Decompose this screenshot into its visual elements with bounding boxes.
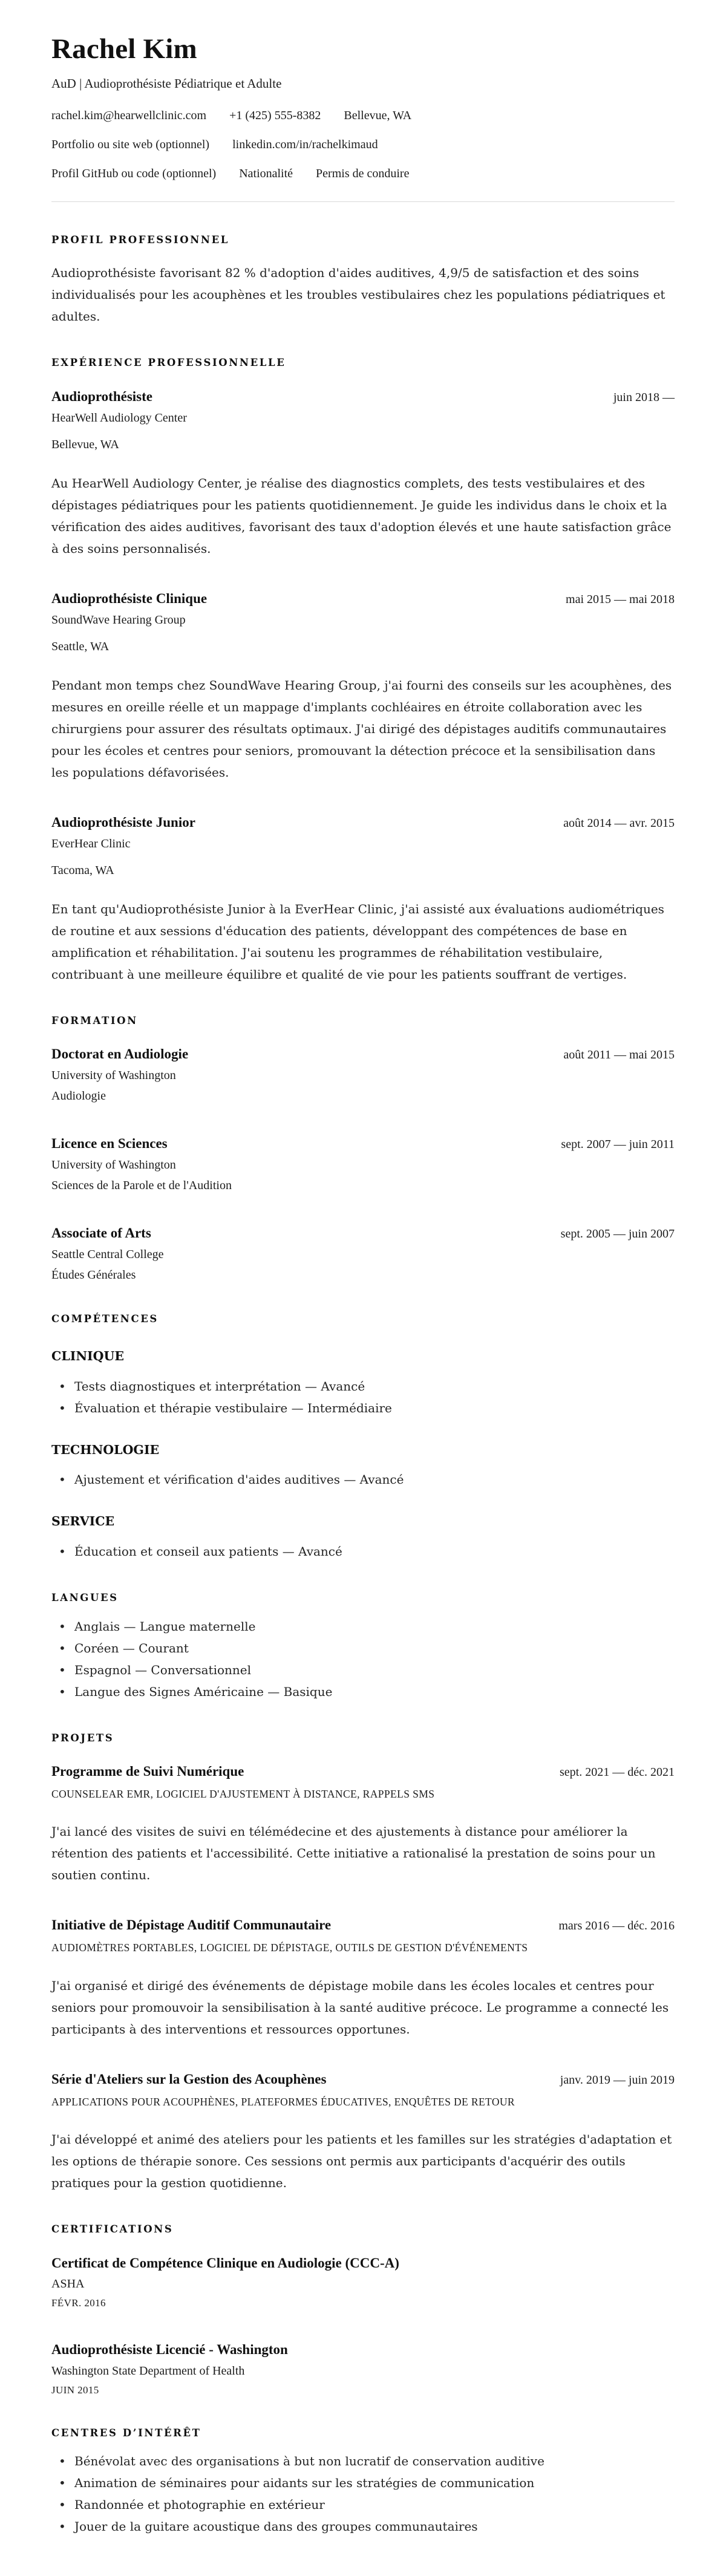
certification-entry <box>51 2341 675 2398</box>
job-description: Pendant mon temps chez SoundWave Hearing Group, j'ai fourni des conseils sur les acouphènes, des mesures en oreille réelle et un mappage d'implants cochléaires en étroite collaboration avec les chirurgiens pour assurer des résultats optimaux. J'ai dirigé des dépistages auditifs communautaires pour les écoles et centres pour seniors, promouvant la détection précoce et la sensibilisation dans les populations défavorisées. <box>51 677 672 780</box>
education-entry <box>51 1045 675 1104</box>
section-competences <box>51 1312 675 1562</box>
section-heading-projets: PROJETS <box>51 1732 114 1744</box>
job-description: En tant qu'Audioprothésiste Junior à la EverHear Clinic, j'ai assisté aux évaluations audiométriques de routine et aux sessions d'éducation des patients, développant des compétences de base en amplification et réhabilitation. J'ai soutenu les programmes de réhabilitation vestibulaire, contribuant à une meilleure équilibre et qualité de vie pour les patients souffrant de vertiges. <box>51 901 664 982</box>
contact-row-1 <box>51 107 675 124</box>
contact-phone: +1 (425) 555-8382 <box>229 109 321 123</box>
job-entry-head <box>51 590 675 608</box>
project-name: Série d'Ateliers sur la Gestion des Acouphènes <box>51 2071 327 2087</box>
education-entry-head <box>51 1224 675 1242</box>
header-divider <box>51 201 675 202</box>
interest-list <box>51 2450 675 2537</box>
job-entry-head <box>51 388 675 406</box>
education-field: Sciences de la Parole et de l'Audition <box>51 1178 232 1192</box>
section-langues <box>51 1591 675 1702</box>
section-heading-competences: COMPÉTENCES <box>51 1312 159 1325</box>
skill-item: • Éducation et conseil aux patients — Avancé <box>51 1541 675 1562</box>
project-tools: APPLICATIONS POUR ACOUPHÈNES, PLATEFORMES ÉDUCATIVES, ENQUÊTES DE RETOUR <box>51 2095 515 2108</box>
project-dates: sept. 2021 — déc. 2021 <box>560 1765 675 1779</box>
section-heading-formation: FORMATION <box>51 1014 138 1026</box>
education-entry-head <box>51 1135 675 1153</box>
education-dates: sept. 2007 — juin 2011 <box>561 1137 675 1151</box>
skill-list-clinique <box>51 1375 675 1419</box>
education-degree: Licence en Sciences <box>51 1135 168 1151</box>
job-location: Bellevue, WA <box>51 437 119 451</box>
contact-license-label: Permis de conduire <box>316 167 410 181</box>
education-field: Études Générales <box>51 1268 136 1282</box>
certification-issuer: Washington State Department of Health <box>51 2364 245 2378</box>
interest-item: • Jouer de la guitare acoustique dans des groupes communautaires <box>51 2516 675 2537</box>
project-dates: mars 2016 — déc. 2016 <box>558 1919 675 1933</box>
education-entry <box>51 1224 675 1283</box>
skill-item: • Tests diagnostiques et interprétation — Avancé <box>51 1375 675 1397</box>
section-heading-interets: CENTRES D’INTÉRÊT <box>51 2427 201 2439</box>
project-name: Initiative de Dépistage Auditif Communautaire <box>51 1917 332 1933</box>
project-tools: COUNSELEAR EMR, LOGICIEL D'AJUSTEMENT À DISTANCE, RAPPELS SMS <box>51 1787 435 1800</box>
job-description: Au HearWell Audiology Center, je réalise des diagnostics complets, des tests vestibulaires et des dépistages pédiatriques pour les patients quotidiennement. Je guide les individus dans le choix et la vérification des aides auditives, favorisant des taux d'adoption élevés et une haute satisfaction grâce à des soins personnalisés. <box>51 475 672 556</box>
job-title: Audioprothésiste <box>51 388 152 404</box>
contact-row-3 <box>51 165 675 182</box>
education-degree: Doctorat en Audiologie <box>51 1046 189 1062</box>
certification-date: JUIN 2015 <box>51 2384 99 2396</box>
person-title: AuD | Audioprothésiste Pédiatrique et Adulte <box>51 76 282 91</box>
project-description: J'ai organisé et dirigé des événements de dépistage mobile dans les écoles locales et centres pour seniors pour promouvoir la sensibilisation à la santé auditive précoce. Le programme a connecté les participants à des interventions et ressources opportunes. <box>51 1978 669 2036</box>
certification-name: Audioprothésiste Licencié - Washington <box>51 2342 288 2358</box>
interest-item: • Randonnée et photographie en extérieur <box>51 2494 675 2516</box>
language-item: • Anglais — Langue maternelle <box>51 1616 675 1637</box>
certification-issuer: ASHA <box>51 2277 85 2291</box>
job-entry-head <box>51 814 675 832</box>
skill-list-service <box>51 1541 675 1562</box>
education-school: University of Washington <box>51 1068 176 1082</box>
resume-header <box>51 33 675 182</box>
interest-item: • Bénévolat avec des organisations à but non lucratif de conservation auditive <box>51 2450 675 2472</box>
project-entry-head <box>51 1762 675 1781</box>
contact-nationality-label: Nationalité <box>239 167 293 181</box>
person-name: Rachel Kim <box>51 33 197 65</box>
skill-list-technologie <box>51 1469 675 1490</box>
section-heading-experience: EXPÉRIENCE PROFESSIONNELLE <box>51 357 286 369</box>
language-item: • Espagnol — Conversationnel <box>51 1659 675 1681</box>
job-dates: juin 2018 — <box>613 390 675 404</box>
section-experience <box>51 356 675 985</box>
skill-group-service: SERVICE <box>51 1514 115 1529</box>
skill-group-clinique: CLINIQUE <box>51 1349 125 1364</box>
certification-name: Certificat de Compétence Clinique en Audiologie (CCC-A) <box>51 2255 399 2271</box>
job-location: Tacoma, WA <box>51 863 114 877</box>
job-entry <box>51 590 675 783</box>
project-entry-head <box>51 2070 675 2089</box>
education-degree: Associate of Arts <box>51 1225 151 1241</box>
section-heading-langues: LANGUES <box>51 1592 119 1604</box>
project-name: Programme de Suivi Numérique <box>51 1763 244 1779</box>
section-profil <box>51 233 675 327</box>
job-company: SoundWave Hearing Group <box>51 613 186 627</box>
project-entry-head <box>51 1916 675 1934</box>
project-dates: janv. 2019 — juin 2019 <box>560 2073 675 2087</box>
language-list <box>51 1616 675 1703</box>
section-heading-profil: PROFIL PROFESSIONNEL <box>51 234 229 246</box>
contact-row-2 <box>51 136 675 153</box>
language-item: • Coréen — Courant <box>51 1637 675 1659</box>
contact-linkedin: linkedin.com/in/rachelkimaud <box>232 138 378 152</box>
project-description: J'ai développé et animé des ateliers pour les patients et les familles sur les stratégies d'adaptation et les options de thérapie sonore. Ces sessions ont permis aux participants d'acquérir des outils pratiques pour la gestion quotidienne. <box>51 2132 672 2191</box>
job-company: EverHear Clinic <box>51 836 131 850</box>
job-title: Audioprothésiste Junior <box>51 814 195 830</box>
project-entry <box>51 2070 675 2194</box>
job-entry <box>51 388 675 559</box>
job-title: Audioprothésiste Clinique <box>51 590 208 606</box>
project-entry <box>51 1916 675 2040</box>
job-dates: août 2014 — avr. 2015 <box>563 816 675 830</box>
job-entry <box>51 814 675 985</box>
project-tools: AUDIOMÈTRES PORTABLES, LOGICIEL DE DÉPISTAGE, OUTILS DE GESTION D'ÉVÉNEMENTS <box>51 1942 528 1954</box>
section-projets <box>51 1732 675 2194</box>
education-dates: août 2011 — mai 2015 <box>563 1048 675 1062</box>
contact-github-label: Profil GitHub ou code (optionnel) <box>51 167 217 181</box>
section-certifications <box>51 2223 675 2398</box>
contact-location: Bellevue, WA <box>344 109 412 123</box>
job-location: Seattle, WA <box>51 639 110 653</box>
language-item: • Langue des Signes Américaine — Basique <box>51 1681 675 1703</box>
education-dates: sept. 2005 — juin 2007 <box>560 1227 675 1241</box>
section-interets <box>51 2427 675 2537</box>
job-dates: mai 2015 — mai 2018 <box>566 592 675 606</box>
contact-portfolio-label: Portfolio ou site web (optionnel) <box>51 138 210 152</box>
education-field: Audiologie <box>51 1089 106 1103</box>
project-entry <box>51 1762 675 1886</box>
project-description: J'ai lancé des visites de suivi en télémédecine et des ajustements à distance pour améliorer la rétention des patients et l'accessibilité. Cette initiative a rationalisé la prestation de soins pour un soutien continu. <box>51 1824 656 1883</box>
education-entry <box>51 1135 675 1194</box>
interest-item: • Animation de séminaires pour aidants sur les stratégies de communication <box>51 2472 675 2494</box>
skill-item: • Évaluation et thérapie vestibulaire — Intermédiaire <box>51 1397 675 1419</box>
contact-email: rachel.kim@hearwellclinic.com <box>51 109 207 123</box>
certification-date: FÉVR. 2016 <box>51 2297 106 2309</box>
education-entry-head <box>51 1045 675 1063</box>
education-school: Seattle Central College <box>51 1247 164 1261</box>
education-school: University of Washington <box>51 1158 176 1172</box>
skill-item: • Ajustement et vérification d'aides auditives — Avancé <box>51 1469 675 1490</box>
certification-entry <box>51 2254 675 2311</box>
profil-summary: Audioprothésiste favorisant 82 % d'adoption d'aides auditives, 4,9/5 de satisfaction et des soins individualisés pour les acouphènes et les troubles vestibulaires chez les populations pédiatriques et adultes. <box>51 266 666 324</box>
skill-group-technologie: TECHNOLOGIE <box>51 1442 160 1457</box>
job-company: HearWell Audiology Center <box>51 411 187 425</box>
section-formation <box>51 1014 675 1283</box>
section-heading-certifications: CERTIFICATIONS <box>51 2223 174 2235</box>
